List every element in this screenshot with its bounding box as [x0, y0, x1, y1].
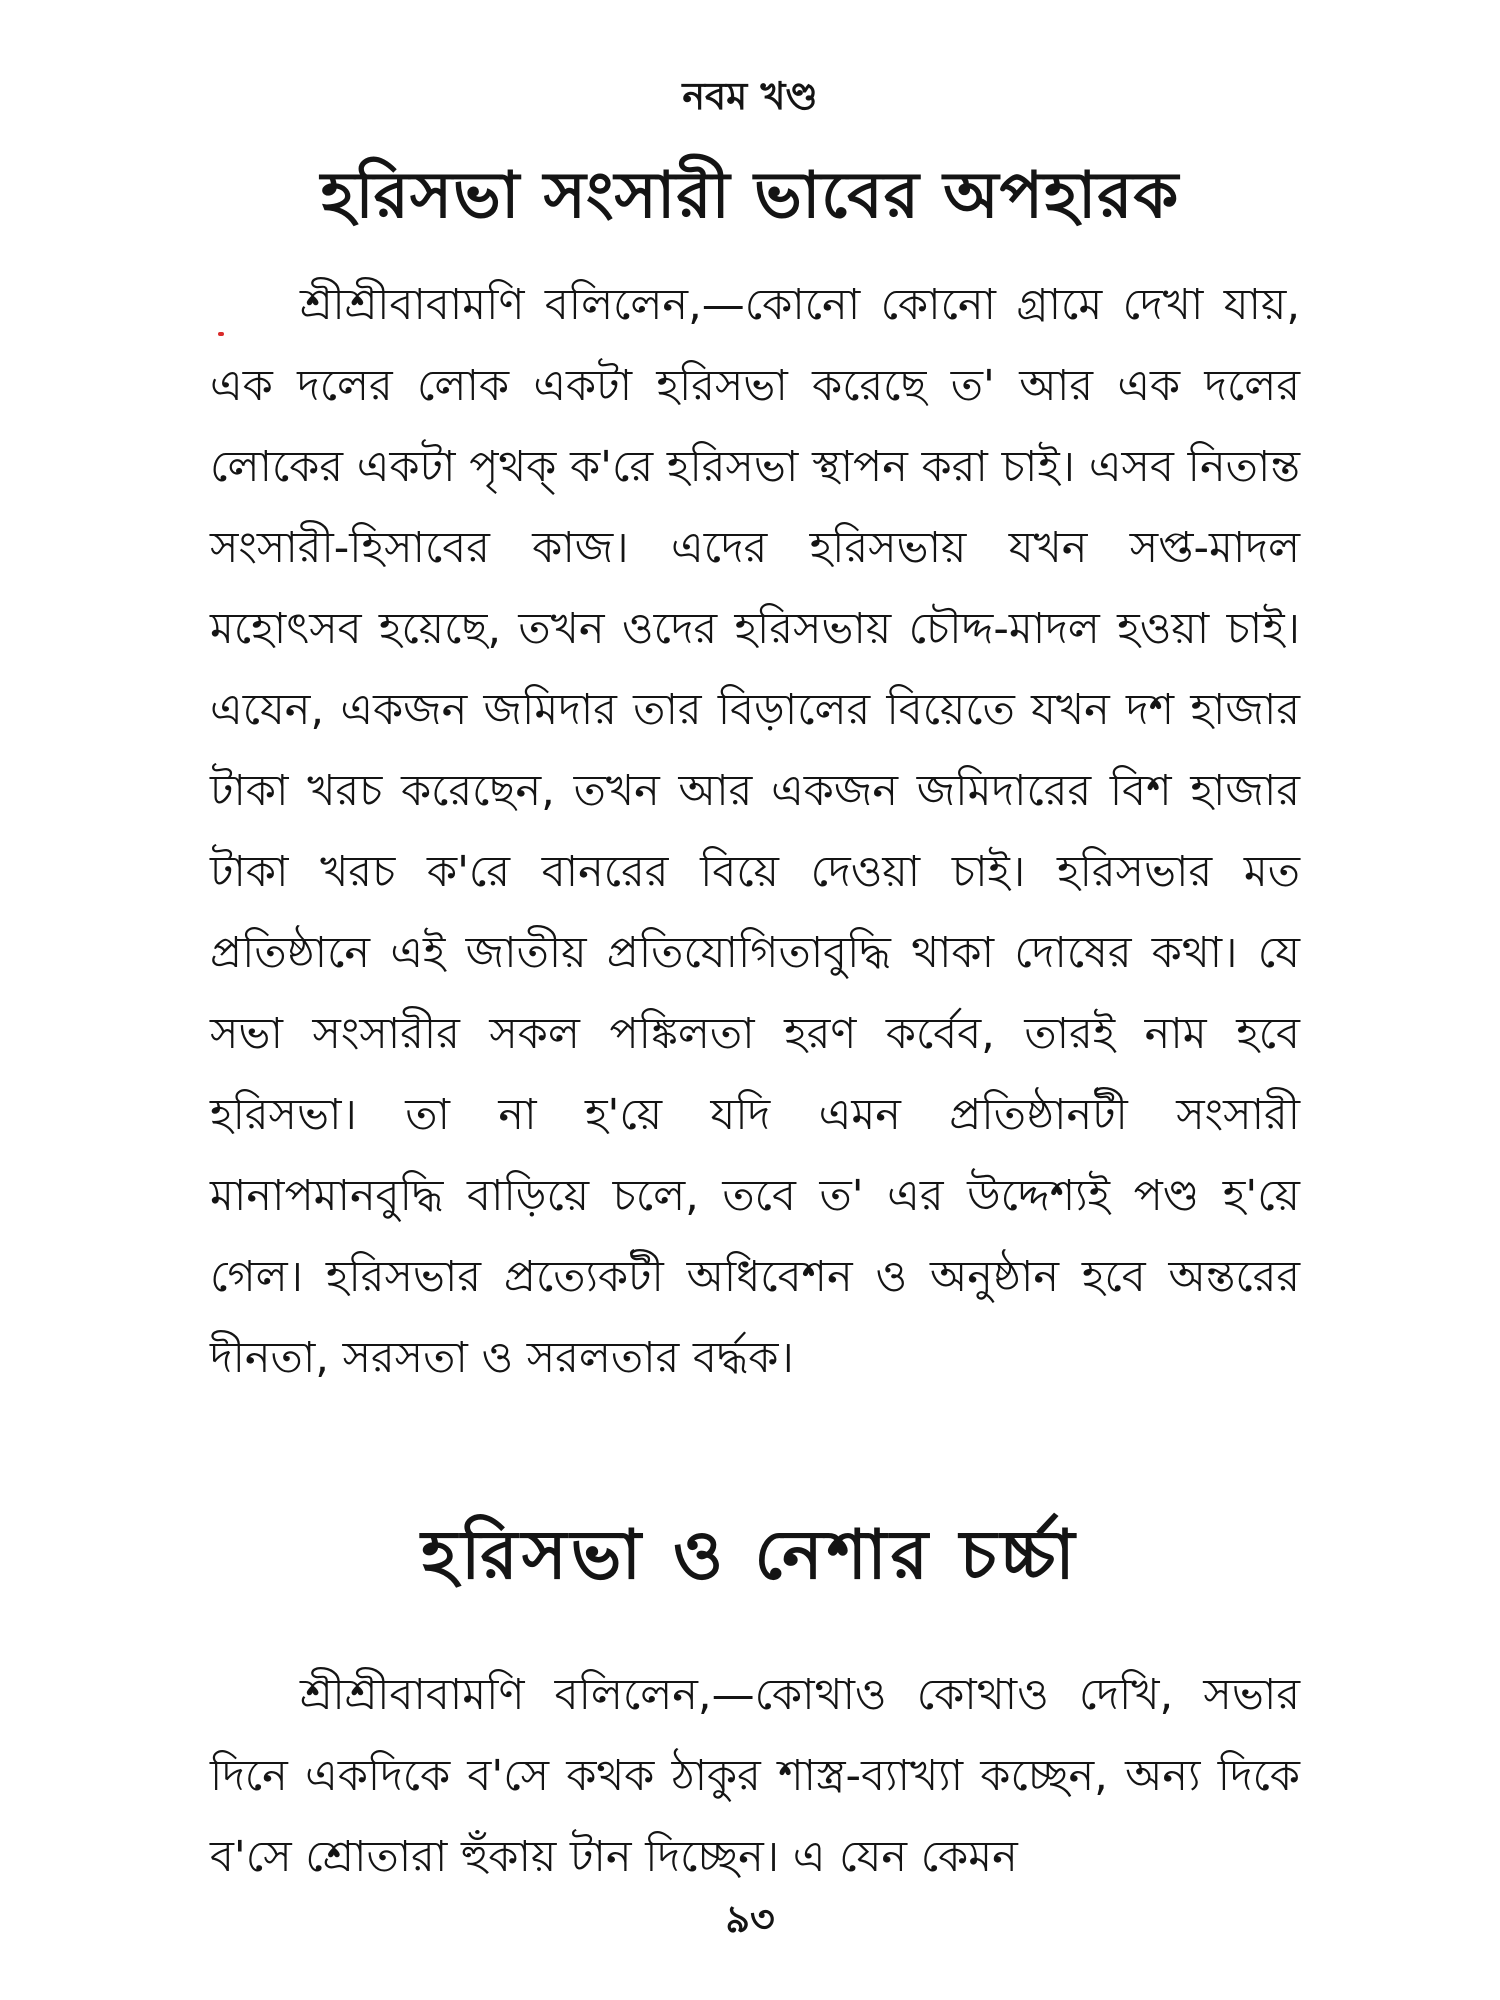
- page-number: ৯৩: [725, 1897, 775, 1941]
- red-ink-dot: [218, 332, 224, 336]
- section-heading-1: হরিসভা সংসারী ভাবের অপহারক: [320, 159, 1180, 233]
- section-2-paragraph: শ্রীশ্রীবাবামণি বলিলেন,—কোথাও কোথাও দেখি, সভার দিনে একদিকে ব'সে কথক ঠাকুর শাস্ত্র-ব্যাখ্যা কচ্ছেন, অন্য দিকে ব'সে শ্রোতারা হুঁকায় টান দিচ্ছেন। এ যেন কেমন: [210, 1670, 1300, 1882]
- section-heading-2: হরিসভা ও নেশার চর্চ্চা: [421, 1516, 1079, 1595]
- section-1-paragraph: শ্রীশ্রীবাবামণি বলিলেন,—কোনো কোনো গ্রামে দেখা যায়, এক দলের লোক একটা হরিসভা করেছে ত' আর এক দলের লোকের একটা পৃথক্ ক'রে হরিসভা স্থাপন করা চাই। এসব নিতান্ত সংসারী-হিসাবের কাজ। এদের হরিসভায় যখন সপ্ত-মাদল মহোৎসব হয়েছে, তখন ওদের হরিসভায় চৌদ্দ-মাদল হওয়া চাই। এযেন, একজন জমিদার তার বিড়ালের বিয়েতে যখন দশ হাজার টাকা খরচ করেছেন, তখন আর একজন জমিদারের বিশ হাজার টাকা খরচ ক'রে বানরের বিয়ে দেওয়া চাই। হরিসভার মত প্রতিষ্ঠানে এই জাতীয় প্রতিযোগিতাবুদ্ধি থাকা দোষের কথা। যে সভা সংসারীর সকল পঙ্কিলতা হরণ কর্বেব, তারই নাম হবে হরিসভা। তা না হ'য়ে যদি এমন প্রতিষ্ঠানটী সংসারী মানাপমানবুদ্ধি বাড়িয়ে চলে, তবে ত' এর উদ্দেশ্যই পণ্ড হ'য়ে গেল। হরিসভার প্রত্যেকটী অধিবেশন ও অনুষ্ঠান হবে অন্তরের দীনতা, সরসতা ও সরলতার বর্দ্ধক।: [210, 280, 1300, 1383]
- running-head: নবম খণ্ড: [682, 74, 818, 118]
